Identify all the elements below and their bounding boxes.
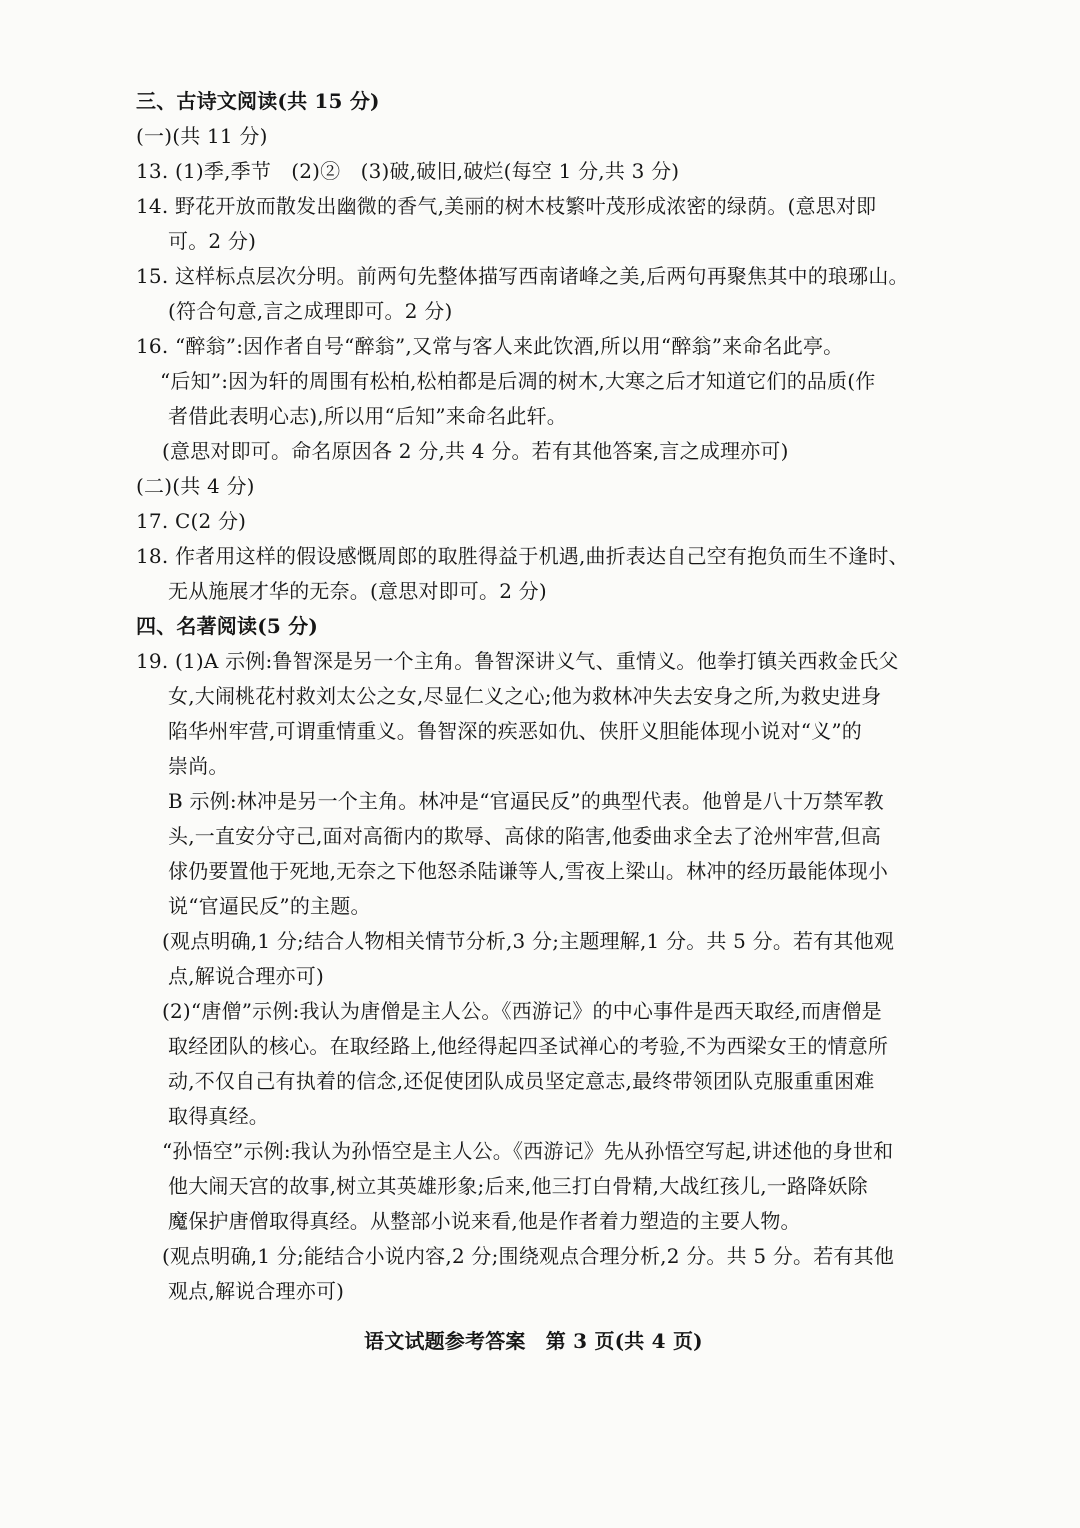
- answer-19-2-line-3: 动,不仅自己有执着的信念,还促使团队成员坚定意志,最终带领团队克服重重困难: [168, 1069, 875, 1093]
- section-three-heading: 三、古诗文阅读(共 15 分): [136, 89, 380, 113]
- answer-19-1-note-line-2: 点,解说合理亦可): [168, 964, 324, 988]
- answer-19-2-wukong-line-1: “孙悟空”示例:我认为孙悟空是主人公。《西游记》先从孙悟空写起,讲述他的身世和: [162, 1139, 894, 1163]
- answer-19-2-line-1: (2)“唐僧”示例:我认为唐僧是主人公。《西游记》的中心事件是西天取经,而唐僧是: [162, 999, 882, 1023]
- answer-15-line-2: (符合句意,言之成理即可。2 分): [168, 299, 453, 323]
- answer-19-1a-line-1: 19. (1)A 示例:鲁智深是另一个主角。鲁智深讲义气、重情义。他拳打镇关西救金氏父: [136, 649, 899, 673]
- answer-17: 17. C(2 分): [136, 509, 247, 533]
- answer-18-line-1: 18. 作者用这样的假设感慨周郎的取胜得益于机遇,曲折表达自己空有抱负而生不逢时、: [136, 544, 909, 568]
- answer-19-2-note-line-1: (观点明确,1 分;能结合小说内容,2 分;围绕观点合理分析,2 分。共 5 分。若有其他: [162, 1244, 895, 1268]
- answer-15-line-1: 15. 这样标点层次分明。前两句先整体描写西南诸峰之美,后两句再聚焦其中的琅琊山。: [136, 264, 909, 288]
- answer-19-2-wukong-line-3: 魔保护唐僧取得真经。从整部小说来看,他是作者着力塑造的主要人物。: [168, 1209, 801, 1233]
- answer-19-2-wukong-line-2: 他大闹天宫的故事,树立其英雄形象;后来,他三打白骨精,大战红孩儿,一路降妖除: [168, 1174, 868, 1198]
- answer-19-1b-line-2: 头,一直安分守己,面对高衙内的欺辱、高俅的陷害,他委曲求全去了沧州牢营,但高: [168, 824, 882, 848]
- page-footer: 语文试题参考答案 第 3 页(共 4 页): [364, 1329, 703, 1353]
- answer-13: 13. (1)季,季节 (2)② (3)破,破旧,破烂(每空 1 分,共 3 分): [136, 159, 680, 183]
- answer-19-1a-line-3: 陷华州牢营,可谓重情重义。鲁智深的疾恶如仇、侠肝义胆能体现小说对“义”的: [168, 719, 863, 743]
- answer-19-1-note-line-1: (观点明确,1 分;结合人物相关情节分析,3 分;主题理解,1 分。共 5 分。若有其他观: [162, 929, 895, 953]
- answer-16-line-1: 16. “醉翁”:因作者自号“醉翁”,又常与客人来此饮酒,所以用“醉翁”来命名此亭。: [136, 334, 844, 358]
- answer-18-line-2: 无从施展才华的无奈。(意思对即可。2 分): [168, 579, 547, 603]
- answer-16-note: (意思对即可。命名原因各 2 分,共 4 分。若有其他答案,言之成理亦可): [162, 439, 789, 463]
- answer-19-2-line-4: 取得真经。: [168, 1104, 269, 1128]
- subsection-one-heading: (一)(共 11 分): [136, 124, 268, 148]
- subsection-two-heading: (二)(共 4 分): [136, 474, 255, 498]
- answer-14-line-2: 可。2 分): [168, 229, 257, 253]
- answer-14-line-1: 14. 野花开放而散发出幽微的香气,美丽的树木枝繁叶茂形成浓密的绿荫。(意思对即: [136, 194, 877, 218]
- answer-19-2-note-line-2: 观点,解说合理亦可): [168, 1279, 345, 1303]
- answer-19-1b-line-3: 俅仍要置他于死地,无奈之下他怒杀陆谦等人,雪夜上梁山。林冲的经历最能体现小: [168, 859, 889, 883]
- answer-16-line-2: “后知”:因为轩的周围有松柏,松柏都是后凋的树木,大寒之后才知道它们的品质(作: [160, 369, 876, 393]
- answer-19-1b-line-4: 说“官逼民反”的主题。: [168, 894, 371, 918]
- answer-19-2-line-2: 取经团队的核心。在取经路上,他经得起四圣试禅心的考验,不为西梁女王的情意所: [168, 1034, 889, 1058]
- answer-16-line-3: 者借此表明心志),所以用“后知”来命名此轩。: [168, 404, 568, 428]
- answer-19-1b-line-1: B 示例:林冲是另一个主角。林冲是“官逼民反”的典型代表。他曾是八十万禁军教: [168, 789, 884, 813]
- answer-19-1a-line-2: 女,大闹桃花村救刘太公之女,尽显仁义之心;他为救林冲失去安身之所,为救史进身: [168, 684, 882, 708]
- answer-19-1a-line-4: 崇尚。: [168, 754, 229, 778]
- section-four-heading: 四、名著阅读(5 分): [136, 614, 319, 638]
